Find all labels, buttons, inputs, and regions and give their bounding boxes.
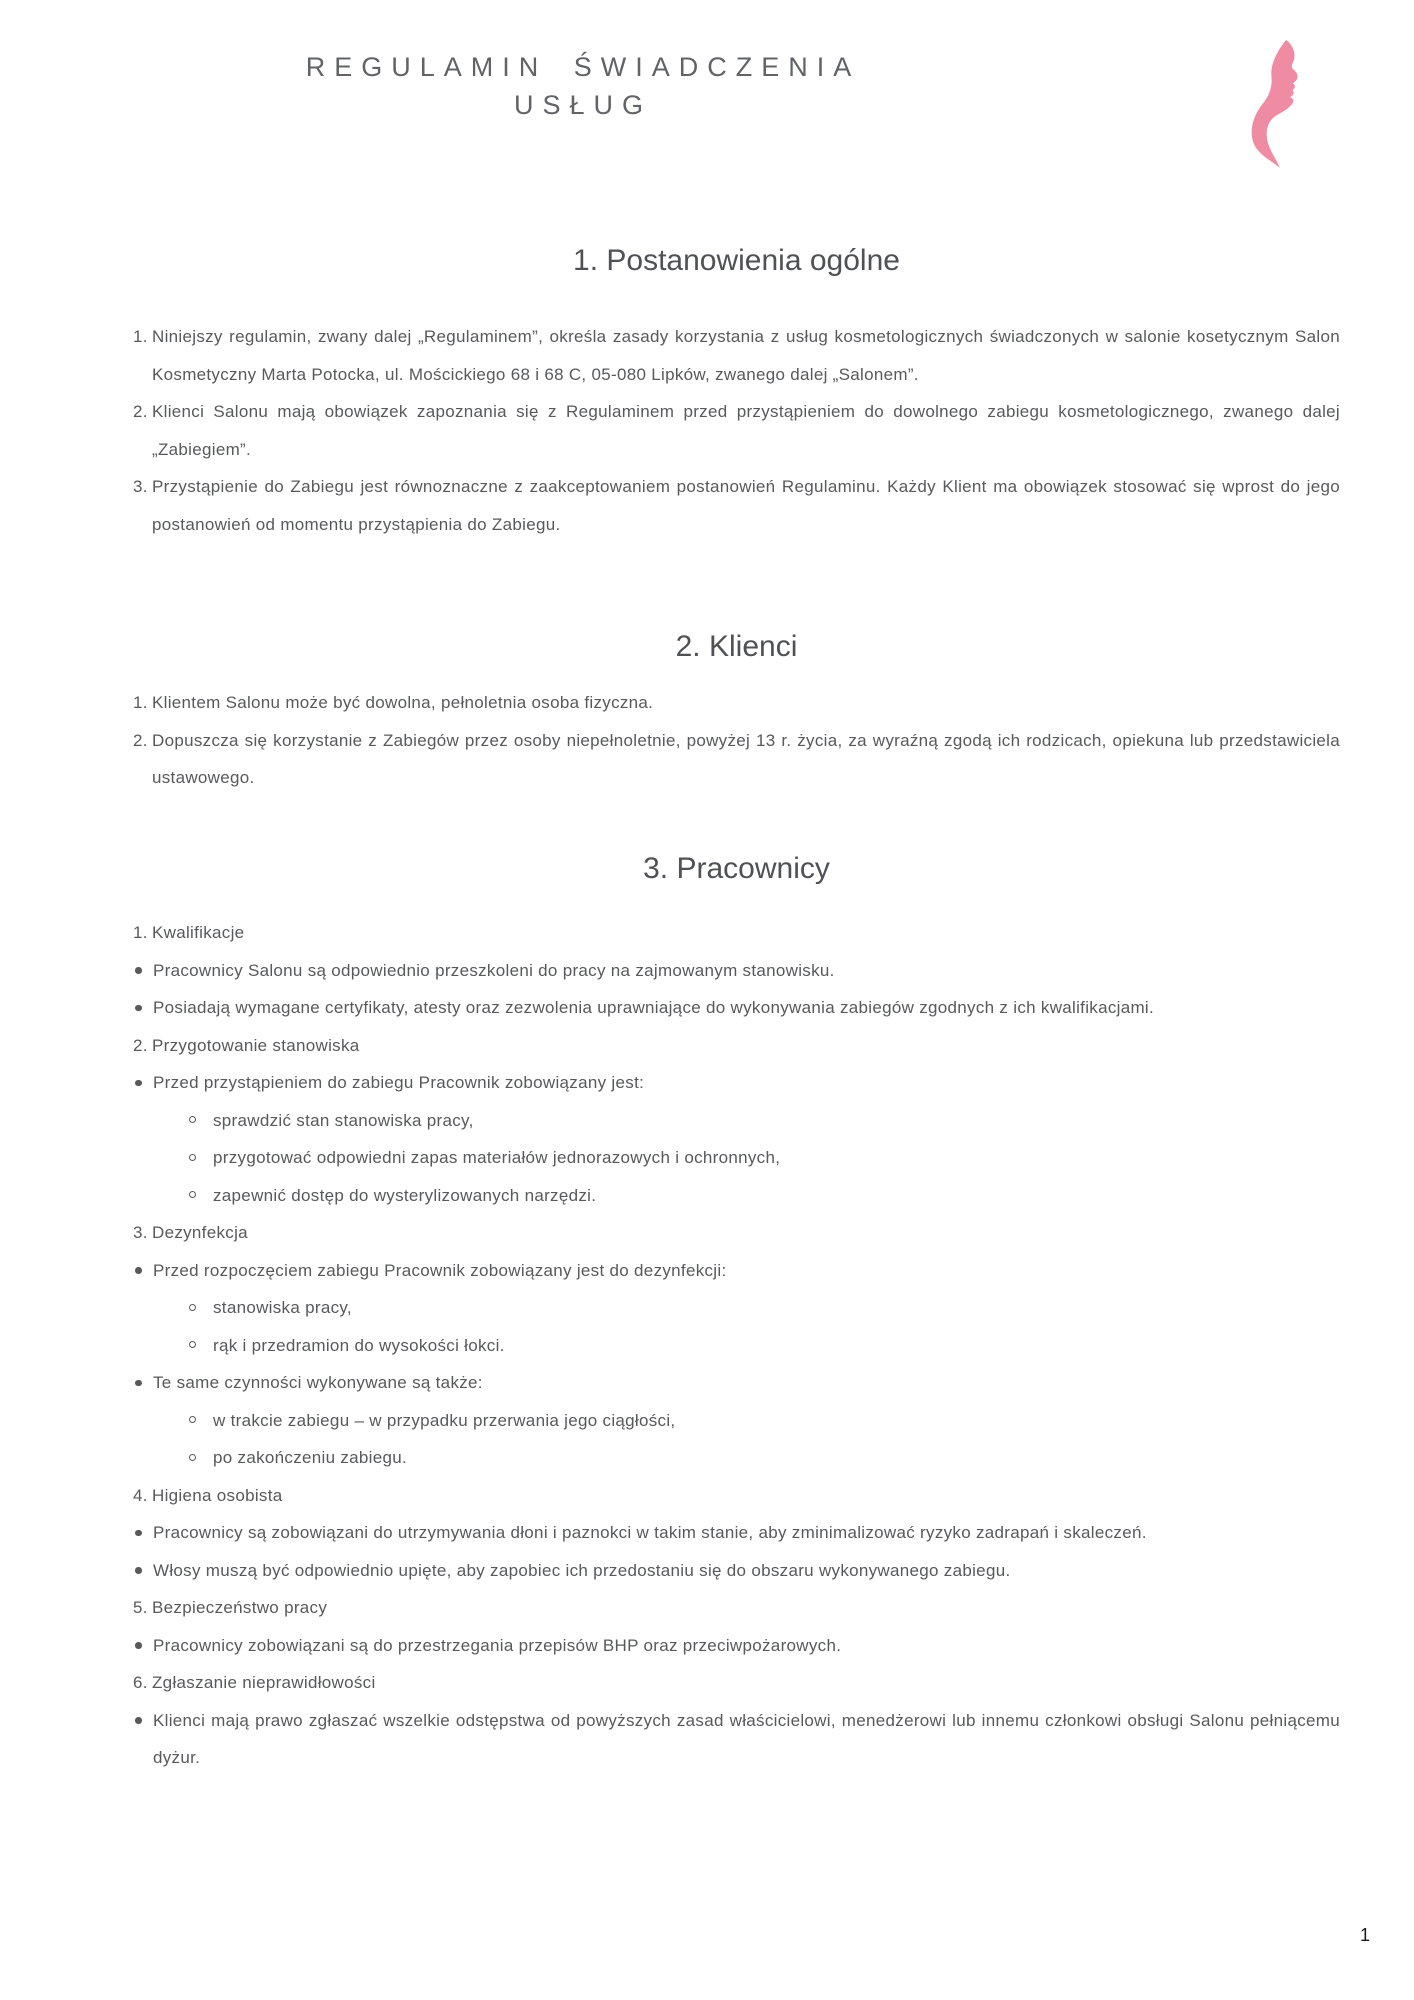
- circle-bullet-icon: [133, 1327, 213, 1365]
- bullet-dot-icon: [133, 1364, 153, 1402]
- list-item: [133, 318, 1340, 393]
- section-items-2: [133, 684, 1340, 797]
- item-text: zapewnić dostęp do wysterylizowanych narzędzi.: [213, 1185, 597, 1205]
- bullet-dot-icon: [135, 1642, 142, 1649]
- list-item: [133, 1402, 1340, 1440]
- circle-bullet-icon: [133, 1177, 213, 1215]
- item-text: Posiadają wymagane certyfikaty, atesty oraz zezwolenia uprawniające do wykonywania zabiegów zgodnych z ich kwalifikacjami.: [153, 998, 1155, 1017]
- item-number: 1.: [133, 327, 148, 346]
- list-item: [133, 1289, 1340, 1327]
- item-text: Klienci Salonu mają obowiązek zapoznania się z Regulaminem przed przystąpieniem do dowolnego zabiegu kosmetologicznego, zwanego dalej „Zabiegiem”.: [152, 402, 1340, 459]
- circle-bullet-icon: [133, 1402, 213, 1440]
- item-text: Dezynfekcja: [152, 1223, 248, 1242]
- list-item: [133, 393, 1340, 468]
- list-item: [133, 1439, 1340, 1477]
- list-item: [133, 722, 1340, 797]
- title-line-1: REGULAMIN ŚWIADCZENIA: [305, 52, 861, 82]
- item-number: 1.: [133, 693, 148, 712]
- item-number: 2.: [133, 730, 148, 750]
- circle-bullet-icon: [189, 1116, 196, 1123]
- item-text: Bezpieczeństwo pracy: [152, 1598, 328, 1617]
- item-text: Przed rozpoczęciem zabiegu Pracownik zobowiązany jest do dezynfekcji:: [153, 1260, 727, 1280]
- bullet-dot-icon: [135, 1530, 142, 1537]
- item-text: przygotować odpowiedni zapas materiałów jednorazowych i ochronnych,: [213, 1148, 781, 1167]
- circle-bullet-icon: [133, 1139, 213, 1177]
- document-title: [133, 48, 1033, 124]
- list-item: [133, 1252, 1340, 1290]
- list-item: [133, 1139, 1340, 1177]
- item-text: Niniejszy regulamin, zwany dalej „Regulaminem”, określa zasady korzystania z usług kosmetologicznych świadczonych w salonie kosetycznym Salon Kosmetyczny Marta Potocka, ul. Mościckiego 68 i 68 C, 05-080 Lipków, zwanego dalej „Salonem”.: [152, 327, 1340, 384]
- circle-bullet-icon: [189, 1341, 196, 1348]
- section-heading-1: 1. Postanowienia ogólne: [573, 244, 900, 277]
- item-text: rąk i przedramion do wysokości łokci.: [213, 1335, 505, 1355]
- item-number: 2.: [133, 1035, 148, 1055]
- list-item: [133, 468, 1340, 543]
- item-text: sprawdzić stan stanowiska pracy,: [213, 1110, 474, 1130]
- item-text: Te same czynności wykonywane są także:: [153, 1373, 483, 1392]
- circle-bullet-icon: [133, 1289, 213, 1327]
- list-item: [133, 1552, 1340, 1590]
- item-text: Pracownicy Salonu są odpowiednio przeszkoleni do pracy na zajmowanym stanowisku.: [153, 960, 835, 980]
- section-items-3: [133, 914, 1340, 1777]
- bullet-dot-icon: [135, 1267, 142, 1274]
- woman-face-profile-icon: [1252, 40, 1298, 168]
- bullet-dot-icon: [133, 1552, 153, 1590]
- bullet-dot-icon: [135, 967, 142, 974]
- item-text: Klienci mają prawo zgłaszać wszelkie odstępstwa od powyższych zasad właścicielowi, menedżerowi lub innemu członkowi obsługi Salonu pełniącemu dyżur.: [153, 1710, 1340, 1767]
- list-item: [133, 1064, 1340, 1102]
- section-heading-3: 3. Pracownicy: [643, 852, 830, 885]
- circle-bullet-icon: [133, 1102, 213, 1140]
- list-item: [133, 1102, 1340, 1140]
- list-item: [133, 1177, 1340, 1215]
- bullet-dot-icon: [133, 1064, 153, 1102]
- section-items-1: [133, 318, 1340, 543]
- section-heading-2: 2. Klienci: [675, 630, 798, 663]
- list-item: [133, 1589, 1340, 1627]
- bullet-dot-icon: [135, 1080, 142, 1087]
- circle-bullet-icon: [189, 1191, 196, 1198]
- list-item: [133, 989, 1340, 1027]
- circle-bullet-icon: [189, 1154, 196, 1161]
- salon-logo: [1240, 38, 1316, 170]
- page-number: 1: [1359, 1925, 1370, 1945]
- item-number: 6.: [133, 1673, 148, 1692]
- circle-bullet-icon: [189, 1416, 196, 1423]
- item-text: Pracownicy są zobowiązani do utrzymywania dłoni i paznokci w takim stanie, aby zminimalizować ryzyko zadrapań i skaleczeń.: [153, 1523, 1147, 1542]
- bullet-dot-icon: [135, 1380, 142, 1387]
- bullet-dot-icon: [135, 1567, 142, 1574]
- circle-bullet-icon: [189, 1304, 196, 1311]
- bullet-dot-icon: [133, 1627, 153, 1665]
- item-number: 2.: [133, 402, 148, 421]
- list-item: [133, 1514, 1340, 1552]
- list-item: [133, 1664, 1340, 1702]
- item-text: Dopuszcza się korzystanie z Zabiegów przez osoby niepełnoletnie, powyżej 13 r. życia, za wyraźną zgodą ich rodzicach, opiekuna lub przedstawiciela ustawowego.: [152, 730, 1340, 787]
- bullet-dot-icon: [135, 1717, 142, 1724]
- bullet-dot-icon: [133, 989, 153, 1027]
- list-item: [133, 684, 1340, 722]
- item-text: Przystąpienie do Zabiegu jest równoznaczne z zaakceptowaniem postanowień Regulaminu. Każdy Klient ma obowiązek stosować się wprost do jego postanowień od momentu przystąpienia do Zabiegu.: [152, 477, 1340, 534]
- item-text: Higiena osobista: [152, 1485, 283, 1505]
- list-item: [133, 1627, 1340, 1665]
- bullet-dot-icon: [133, 1514, 153, 1552]
- item-number: 5.: [133, 1598, 148, 1617]
- item-text: Kwalifikacje: [152, 923, 245, 942]
- item-number: 4.: [133, 1485, 148, 1505]
- title-line-2: USŁUG: [513, 90, 653, 120]
- item-text: Pracownicy zobowiązani są do przestrzegania przepisów BHP oraz przeciwpożarowych.: [153, 1635, 842, 1655]
- list-item: [133, 1027, 1340, 1065]
- list-item: [133, 952, 1340, 990]
- item-text: Włosy muszą być odpowiednio upięte, aby zapobiec ich przedostaniu się do obszaru wykonywanego zabiegu.: [153, 1560, 1011, 1580]
- circle-bullet-icon: [133, 1439, 213, 1477]
- item-number: 3.: [133, 477, 148, 496]
- bullet-dot-icon: [133, 1252, 153, 1290]
- bullet-dot-icon: [135, 1005, 142, 1012]
- item-text: Zgłaszanie nieprawidłowości: [152, 1673, 376, 1692]
- list-item: [133, 914, 1340, 952]
- list-item: [133, 1477, 1340, 1515]
- item-number: 1.: [133, 923, 148, 942]
- item-text: Przygotowanie stanowiska: [152, 1035, 360, 1055]
- list-item: [133, 1214, 1340, 1252]
- item-text: w trakcie zabiegu – w przypadku przerwania jego ciągłości,: [213, 1410, 676, 1430]
- bullet-dot-icon: [133, 952, 153, 990]
- item-text: stanowiska pracy,: [213, 1298, 352, 1317]
- item-text: Klientem Salonu może być dowolna, pełnoletnia osoba fizyczna.: [152, 693, 654, 712]
- circle-bullet-icon: [189, 1454, 196, 1461]
- list-item: [133, 1702, 1340, 1777]
- list-item: [133, 1364, 1340, 1402]
- bullet-dot-icon: [133, 1702, 153, 1777]
- list-item: [133, 1327, 1340, 1365]
- item-text: po zakończeniu zabiegu.: [213, 1448, 408, 1467]
- item-number: 3.: [133, 1223, 148, 1242]
- item-text: Przed przystąpieniem do zabiegu Pracownik zobowiązany jest:: [153, 1073, 645, 1092]
